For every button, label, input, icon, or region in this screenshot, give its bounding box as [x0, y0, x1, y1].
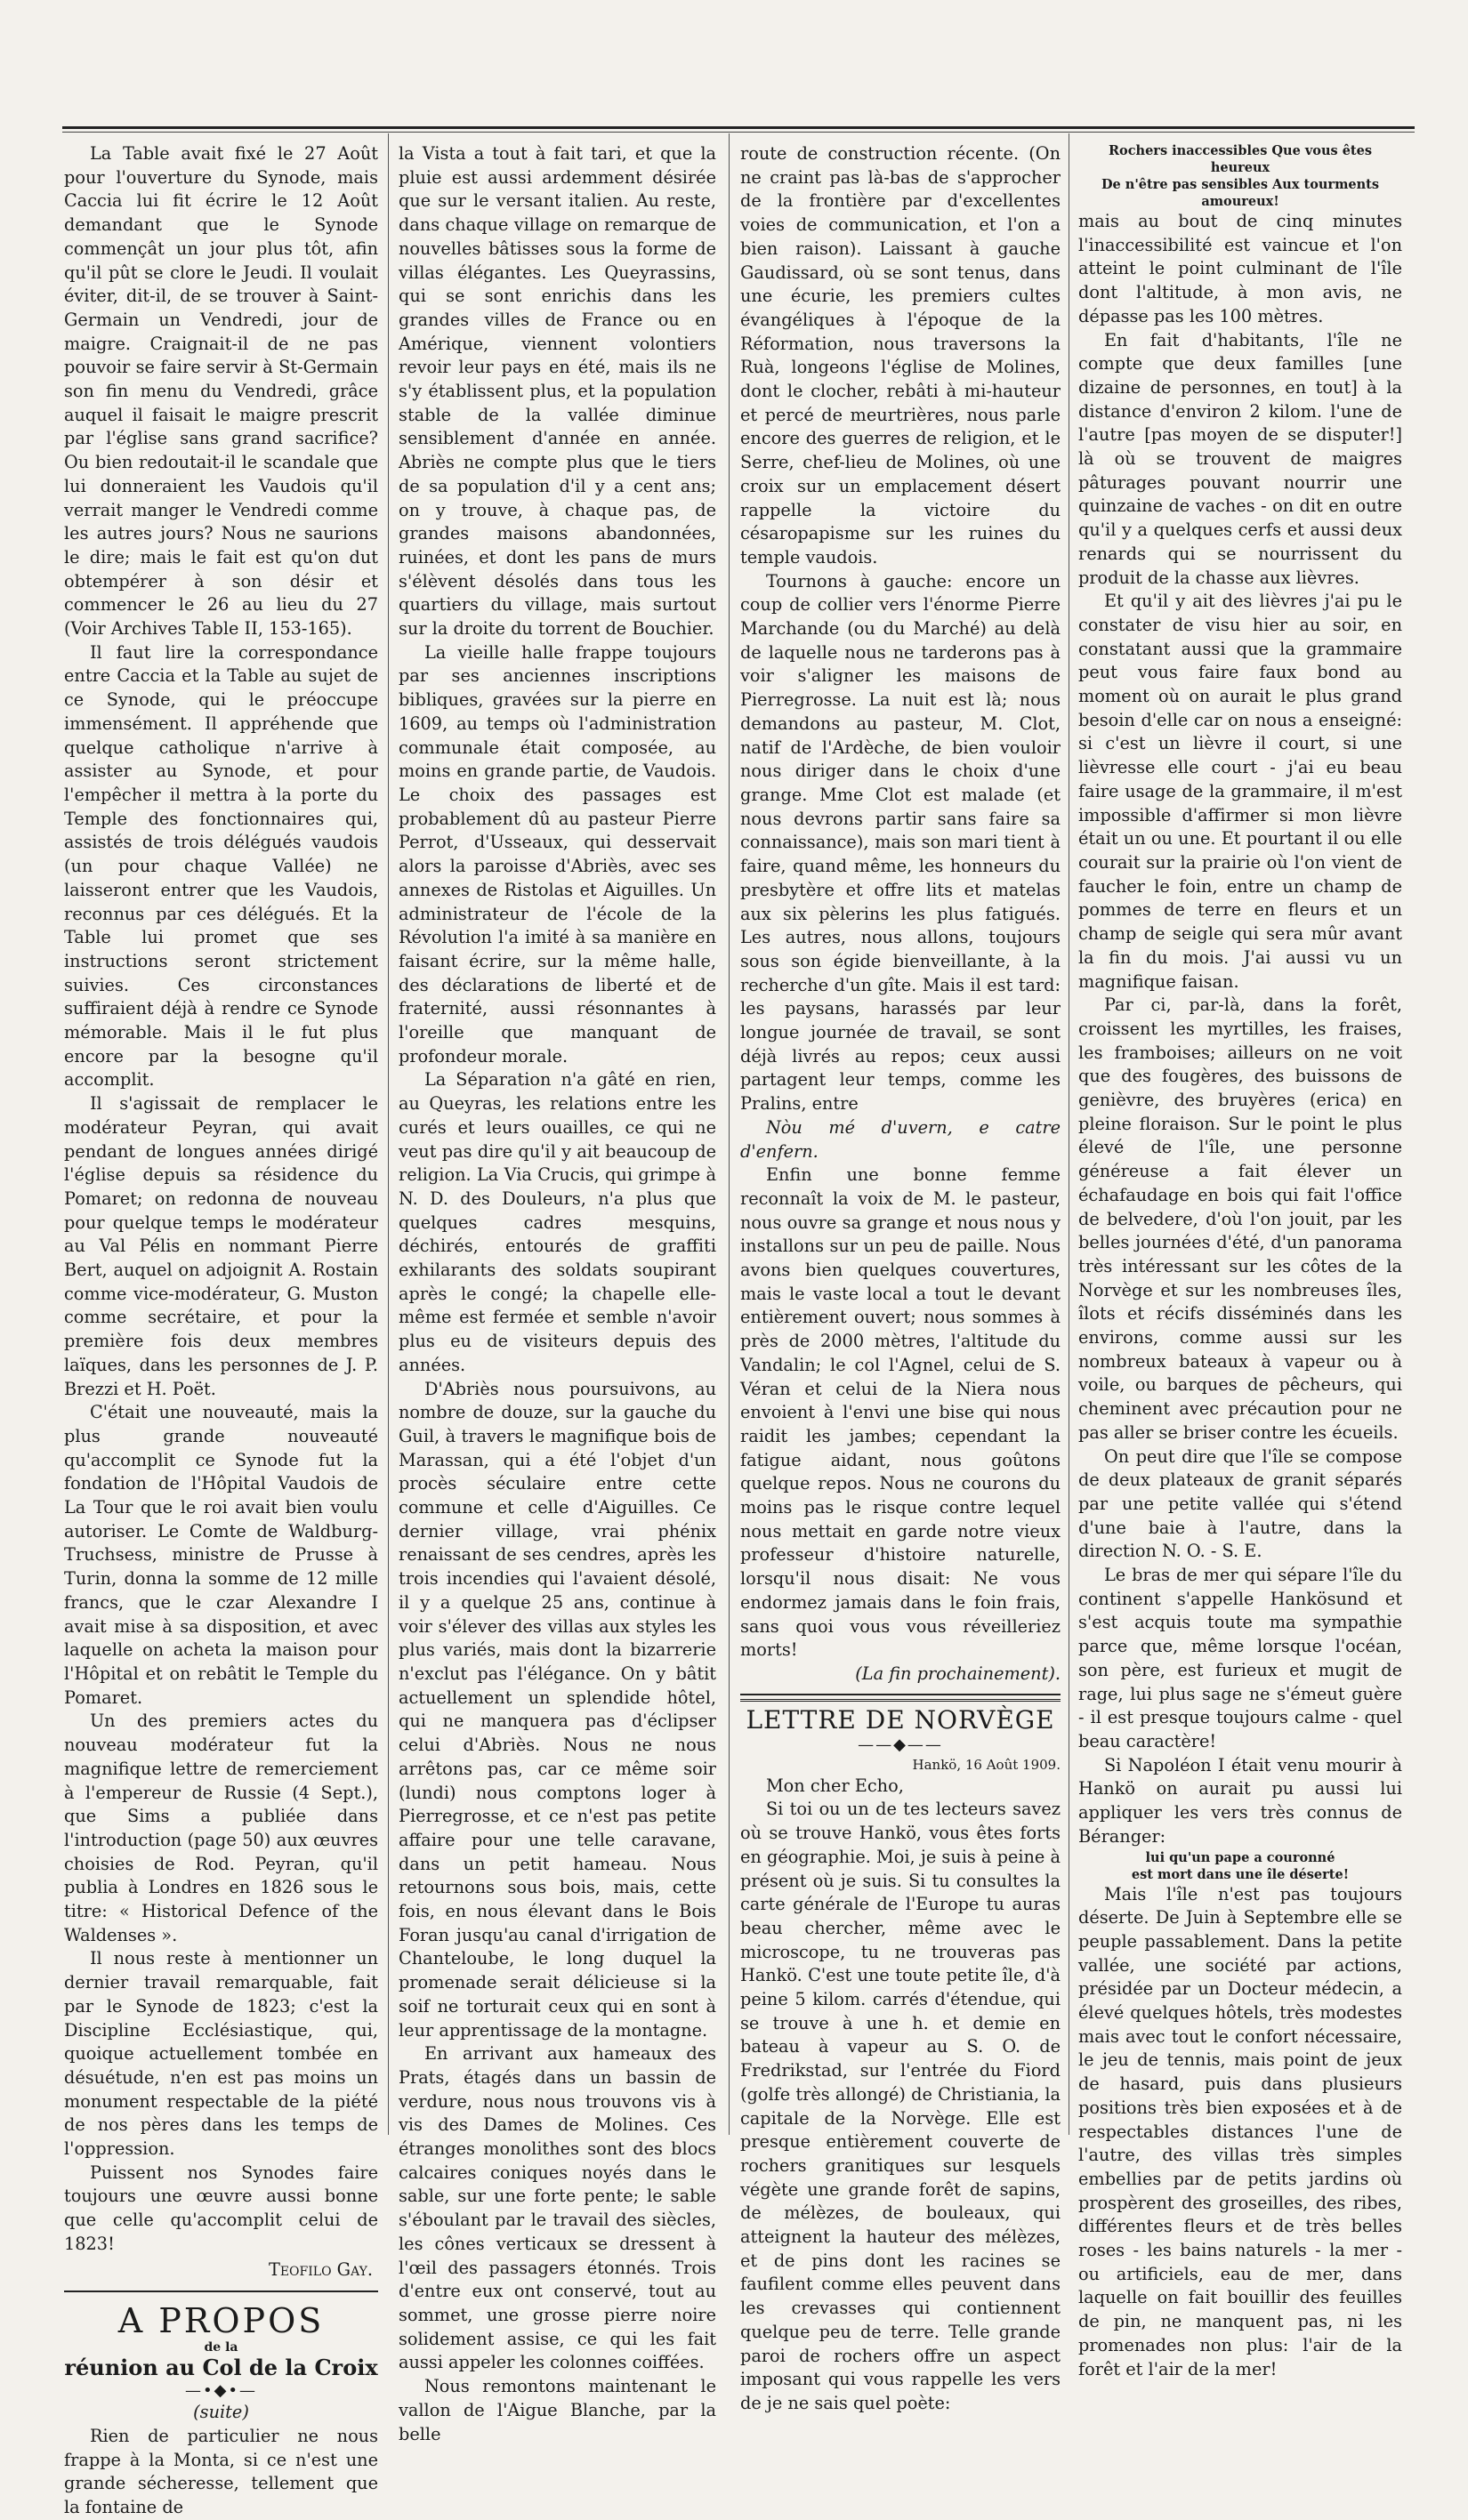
article-title: LETTRE DE NORVÈGE	[740, 1699, 1061, 1735]
suite-label: (suite)	[193, 2402, 249, 2423]
paragraph: route de construction récente. (On ne craint pas là-bas de s'approcher de la frontière par d'excellentes voies de communication, et l'on a bien raison). Laissant à gauche Gaudissard, où se sont tenus, dans une écurie, les premiers cultes évangéliques à l'époque de la Réformation, nous traversons la Ruà, longeons l'église de Molines, dont le clocher, rebâti à mi-hauteur et percé de meurtrières, nous parle encore des guerres de religion, et le Serre, chef-lieu de Molines, où une croix sur un emplacement désert rappelle la victoire du césaropapisme sur les ruines du temple vaudois.	[740, 143, 1061, 568]
verse-line: De n'être pas sensibles Aux tourments amoureux!	[1101, 177, 1380, 209]
article-heading: A PROPOS	[117, 2301, 325, 2341]
section-divider	[64, 2291, 378, 2292]
paragraph: mais au bout de cinq minutes l'inaccessibilité est vaincue et l'on atteint le point culminant de l'île dont l'altitude, à mon avis, ne dépasse pas les 100 mètres.	[1078, 211, 1402, 326]
column-1	[64, 142, 378, 2518]
column-separator	[388, 133, 389, 2135]
top-rule-thin	[62, 132, 1415, 133]
section-divider	[740, 1694, 1061, 1695]
paragraph: la Vista a tout à fait tari, et que la pluie est aussi ardemment désirée que sur le versant italien. Au reste, dans chaque village on remarque de nouvelles bâtisses sous la forme de villas élégantes. Les Queyrassins, qui se sont enrichis dans les grandes villes de France ou en Amérique, viennent volontiers revoir leur pays en été, mais ils ne s'y établissent plus, et la population stable de la vallée diminue sensiblement d'année en année. Abriès ne compte plus que le tiers de sa population d'il y a cent ans; on y trouve, à chaque pas, de grandes maisons abandonnées, ruinées, et dont les pans de murs s'élèvent désolés dans tous les quartiers du village, mais surtout sur la droite du torrent de Bouchier.	[399, 143, 716, 640]
verse-line: est mort dans une île déserte!	[1131, 1866, 1350, 1882]
paragraph: La vieille halle frappe toujours par ses anciennes inscriptions bibliques, gravées sur la pierre en 1609, au temps où l'administration communale était composée, au moins en grande partie, de Vaudois. Le choix des passages est probablement dû au pasteur Pierre Perrot, d'Usseaux, qui desservait alors la paroisse d'Abriès, avec ses annexes de Ristolas et Aiguilles. Un administrateur de l'école de la Révolution l'a imité à sa manière en faisant écrire, sur la même halle, des déclarations de liberté et de fraternité, aussi résonnantes à l'oreille que manquant de profondeur morale.	[399, 641, 716, 1067]
dialect-verse: Nòu mé d'uvern, e catre d'enfern.	[740, 1116, 1061, 1162]
column-2	[399, 142, 716, 2444]
paragraph: Si toi ou un de tes lecteurs savez où se trouve Hankö, vous êtes forts en géographie. Moi, je suis à peine à présent où je suis. Si tu consultes la carte générale de l'Europe tu auras beau chercher, même avec le microscope, tu ne trouveras pas Hankö. C'est une toute petite île, d'à peine 5 kilom. carrés d'étendue, qui se trouve à une h. et demie en bateau à vapeur au S. O. de Fredrikstad, sur l'entrée du Fiord (golfe très allongé) de Christiania, la capitale de la Norvège. Elle est presque entièrement couverte de rochers granitiques sur lesquels végète une grande forêt de sapins, de mélèzes, de bouleaux, qui atteignent la hauteur des mélèzes, et de pins dont les racines se faufilent comme elles peuvent dans les crevasses qui contiennent quelque peu de terre. Telle grande paroi de rochers offre un aspect imposant qui vous rappelle les vers de je ne sais quel poète:	[740, 1799, 1061, 2413]
dateline: Hankö, 16 Août 1909.	[912, 1756, 1061, 1773]
top-rule	[62, 126, 1415, 129]
paragraph: Enfin une bonne femme reconnaît la voix de M. le pasteur, nous ouvre sa grange et nous nous y installons sur un peu de paille. Nous avons bien quelques couvertures, mais le vaste local a tout le devant entièrement ouvert; nous sommes à près de 2000 mètres, l'altitude du Vandalin; le col l'Agnel, celui de S. Véran et celui de la Niera nous envoient à l'envi une bise qui nous raidit les jambes; cependant la fatigue aidant, nous goûtons quelque repos. Nous ne courons du moins pas le risque contre lequel nous mettait en garde notre vieux professeur d'histoire naturelle, lorsqu'il nous disait: Ne vous endormez jamais dans le foin frais, sans quoi vous vous réveilleriez morts!	[740, 1164, 1061, 1661]
paragraph: Par ci, par-là, dans la forêt, croissent les myrtilles, les fraises, les framboises; ailleurs on ne voit que des fougères, des buissons de genièvre, des bruyères (erica) en pleine floraison. Sur le point le plus élevé de l'île, une personne généreuse a fait élever un échafaudage en bois qui fait l'office de belvedere, d'où l'on jouit, par les belles journées d'été, d'un panorama très intéressant sur les côtes de la Norvège et sur les nombreuses îles, îlots et récifs disséminés dans les environs, comme aussi sur les nombreux bateaux à vapeur ou à voile, ou barques de pêcheurs, qui cheminent avec précaution pour ne pas aller se briser contre les écueils.	[1078, 994, 1402, 1443]
paragraph: Mais l'île n'est pas toujours déserte. De Juin à Septembre elle se peuple passablement. Dans la petite vallée, une société par actions, présidée par un Docteur médecin, a élevé quelques hôtels, très modestes mais avec tout le confort nécessaire, le jeu de tennis, mais point de jeux de hasard, puis dans plusieurs positions très bien exposées et à de respectables distances l'une de l'autre, des villas très simples embellies par de petits jardins où prospèrent des groseilles, des ribes, différentes fleurs et de très belles roses - les bains naturels - la mer - ou artificiels, eau de mer, dans laquelle on fait bouillir des feuilles de pin, ne manquent pas, ni les promenades non plus: l'air de la forêt et l'air de la mer!	[1078, 1883, 1402, 2379]
paragraph: D'Abriès nous poursuivons, au nombre de douze, sur la gauche du Guil, à travers le magnifique bois de Marassan, qui a été l'objet d'un procès séculaire entre cette commune et celle d'Aiguilles. Ce dernier village, vrai phénix renaissant de ses cendres, après les trois incendies qui l'avaient désolé, il y a quelque 25 ans, continue à voir s'élever des villas aux styles les plus variés, mais dont la bizarrerie n'exclut pas l'élégance. On y bâtit actuellement un splendide hôtel, qui ne manquera pas d'éclipser celui d'Abriès. Nous ne nous arrêtons pas, car ce même soir (lundi) nous comptons loger à Pierregrosse, et ce n'est pas petite affaire pour une telle caravane, dans un petit hameau. Nous retournons sous bois, mais, cette fois, en nous élevant dans le Bois Foran jusqu'au canal d'irrigation de Chanteloube, le long duquel la promenade serait délicieuse si la soif ne torturait ceux qui en sont à leur apprentissage de la montagne.	[399, 1378, 716, 2041]
verse-line: Rochers inaccessibles Que vous êtes heureux	[1108, 143, 1373, 175]
column-3	[740, 142, 1061, 2413]
article-subheading: réunion au Col de la Croix	[64, 2355, 378, 2381]
paragraph: C'était une nouveauté, mais la plus grande nouveauté qu'accomplit ce Synode fut la fondation de l'Hôpital Vaudois de La Tour que le roi avait bien voulu autoriser. Le Comte de Waldburg-Truchsess, ministre de Prusse à Turin, donna la somme de 12 mille francs, que le czar Alexandre I avait mise à sa disposition, et avec laquelle on acheta la maison pour l'Hôpital et on rebâtit le Temple du Pomaret.	[64, 1402, 378, 1708]
paragraph: Un des premiers actes du nouveau modérateur fut la magnifique lettre de remerciement à l'empereur de Russie (4 Sept.), que Sims a publiée dans l'introduction (page 50) aux œuvres choisies de Rod. Peyran, qu'il publia à Londres en 1826 sous le titre: « Historical Defence of the Waldenses ».	[64, 1711, 378, 1945]
ornament-divider: ——◆——	[858, 1735, 943, 1754]
paragraph: Rien de particulier ne nous frappe à la Monta, si ce n'est une grande sécheresse, tellement que la fontaine de	[64, 2425, 378, 2518]
continuation-note: (La fin prochainement).	[855, 1663, 1061, 1684]
article-heading-connector: de la	[204, 2340, 238, 2355]
paragraph: La Table avait fixé le 27 Août pour l'ouverture du Synode, mais Caccia lui fit écrire le 12 Août demandant que le Synode commençât un jour plus tôt, afin qu'il pût se clore le Jeudi. Il voulait éviter, dit-il, de se trouver à Saint-Germain un Vendredi, jour de maigre. Craignait-il de ne pas pouvoir se faire servir à St-Germain son fin menu du Vendredi, grâce auquel il faisait le maigre prescrit par l'église sans grand sacrifice? Ou bien redoutait-il le scandale que lui donneraient les Vaudois qu'il verrait manger le Vendredi comme les autres jours? Nous ne saurions le dire; mais le fait est qu'on dut obtempérer à son désir et commencer le 26 au lieu du 27 (Voir Archives Table II, 153-165).	[64, 143, 378, 640]
paragraph: En arrivant aux hameaux des Prats, étagés dans un bassin de verdure, nous nous trouvons vis à vis des Dames de Molines. Ces étranges monolithes sont des blocs calcaires coniques noyés dans le sable, sur une forte pente; le sable s'éboulant par le travail des siècles, les cônes verticaux se dressent à l'œil des passagers étonnés. Trois d'entre eux ont conservé, tout au sommet, une grosse pierre noire solidement assise, ce qui les fait aussi appeler les colonnes coiffées.	[399, 2043, 716, 2373]
paragraph: On peut dire que l'île se compose de deux plateaux de granit séparés par une petite vallée qui s'étend d'une baie à l'autre, dans la direction N. O. - S. E.	[1078, 1445, 1402, 1562]
paragraph: Si Napoléon I était venu mourir à Hankö on aurait pu aussi lui appliquer les vers très connus de Béranger:	[1078, 1754, 1402, 1847]
column-4	[1078, 142, 1402, 2379]
verse-line: lui qu'un pape a couronné	[1145, 1849, 1335, 1865]
paragraph: Le bras de mer qui sépare l'île du continent s'appelle Hankösund et s'est acquis toute ma sympathie parce que, même lorsque l'océan, son père, est furieux et mugit de rage, lui plus sage ne s'émeut guère - il est presque toujours calme - quel beau caractère!	[1078, 1565, 1402, 1751]
ornament-divider: —•◆•—	[184, 2381, 258, 2401]
paragraph: Il nous reste à mentionner un dernier travail remarquable, fait par le Synode de 1823; c'est la Discipline Ecclésiastique, qui, quoique actuellement tombée en désuétude, n'en est pas moins un monument respectable de la piété de nos pères dans les temps de l'oppression.	[64, 1948, 378, 2160]
salutation: Mon cher Echo,	[765, 1775, 904, 1796]
paragraph: Il s'agissait de remplacer le modérateur Peyran, qui avait pendant de longues années dirigé l'église depuis sa résidence du Pomaret; on redonna de nouveau pour quelque temps le modérateur au Val Pélis en nommant Pierre Bert, auquel on adjoignit A. Rostain comme vice-modérateur, G. Muston comme secrétaire, et pour la première fois deux membres laïques, dans les personnes de J. P. Brezzi et H. Poët.	[64, 1093, 378, 1399]
paragraph: Puissent nos Synodes faire toujours une œuvre aussi bonne que celle qu'accomplit celui de 1823!	[64, 2162, 378, 2254]
paragraph: Nous remontons maintenant le vallon de l'Aigue Blanche, par la belle	[399, 2376, 716, 2444]
paragraph: En fait d'habitants, l'île ne compte que deux familles [une dizaine de personnes, en tout] à la distance d'environ 2 kilom. l'une de l'autre [pas moyen de se disputer!] là où se trouvent de maigres pâturages pouvant nourrir une quinzaine de vaches - on dit en outre qu'il y a quelques cerfs et aussi deux renards qui se nourrissent du produit de la chasse aux lièvres.	[1078, 329, 1402, 588]
paragraph: La Séparation n'a gâté en rien, au Queyras, les relations entre les curés et leurs ouailles, ce qui ne veut pas dire qu'il y ait beaucoup de religion. La Via Crucis, qui grimpe à N. D. des Douleurs, n'a plus que quelques cadres mesquins, déchirés, entourés de graffiti exhilarants des soldats soupirant après le congé; la chapelle elle-même est fermée et semble n'avoir plus eu de visiteurs depuis des années.	[399, 1069, 716, 1375]
paragraph: Et qu'il y ait des lièvres j'ai pu le constater de visu hier au soir, en constatant aussi que la grammaire peut vous faire faux bond au moment où on aurait le plus grand besoin d'elle car on nous a enseigné: si c'est un lièvre il court, si une lièvresse elle court - j'ai eu beau faire usage de la grammaire, il m'est impossible d'affirmer si mon lièvre était un ou une. Et pourtant il ou elle courait sur la prairie où l'on vient de faucher le foin, entre un champ de pommes de terre en fleurs et un champ de seigle qui sera mûr avant la fin du mois. J'ai aussi vu un magnifique faisan.	[1078, 591, 1402, 992]
author-signature: Teofilo Gay.	[268, 2258, 373, 2280]
paragraph: Tournons à gauche: encore un coup de collier vers l'énorme Pierre Marchande (ou du Marché) au delà de laquelle nous ne tarderons pas à voir s'aligner les maisons de Pierregrosse. La nuit est là; nous demandons au pasteur, M. Clot, natif de l'Ardèche, de bien vouloir nous diriger dans le choix d'une grange. Mme Clot est malade (et nous devrons partir sans faire sa connaissance), mais son mari tient à faire, quand même, les honneurs du presbytère et offre lits et matelas aux six pèlerins les plus fatigués. Les autres, nous allons, toujours sous son égide bienveillante, à la recherche d'un gîte. Mais il est tard: les paysans, harassés par leur longue journée de travail, se sont déjà livrés au repos; ceux aussi partagent leur temps, comme les Pralins, entre	[740, 570, 1061, 1115]
column-separator	[729, 133, 730, 2135]
paragraph: Il faut lire la correspondance entre Caccia et la Table au sujet de ce Synode, qui le préoccupe immensément. Il appréhende que quelque catholique n'arrive à assister au Synode, et pour l'empêcher il mettra à la porte du Temple des fonctionnaires qui, assistés de trois délégués vaudois (un pour chaque Vallée) ne laisseront entrer que les Vaudois, reconnus par ces délégués. Et la Table lui promet que ses instructions seront strictement suivies. Ces circonstances suffiraient déjà à rendre ce Synode mémorable. Mais il le fut plus encore par la besogne qu'il accomplit.	[64, 641, 378, 1091]
